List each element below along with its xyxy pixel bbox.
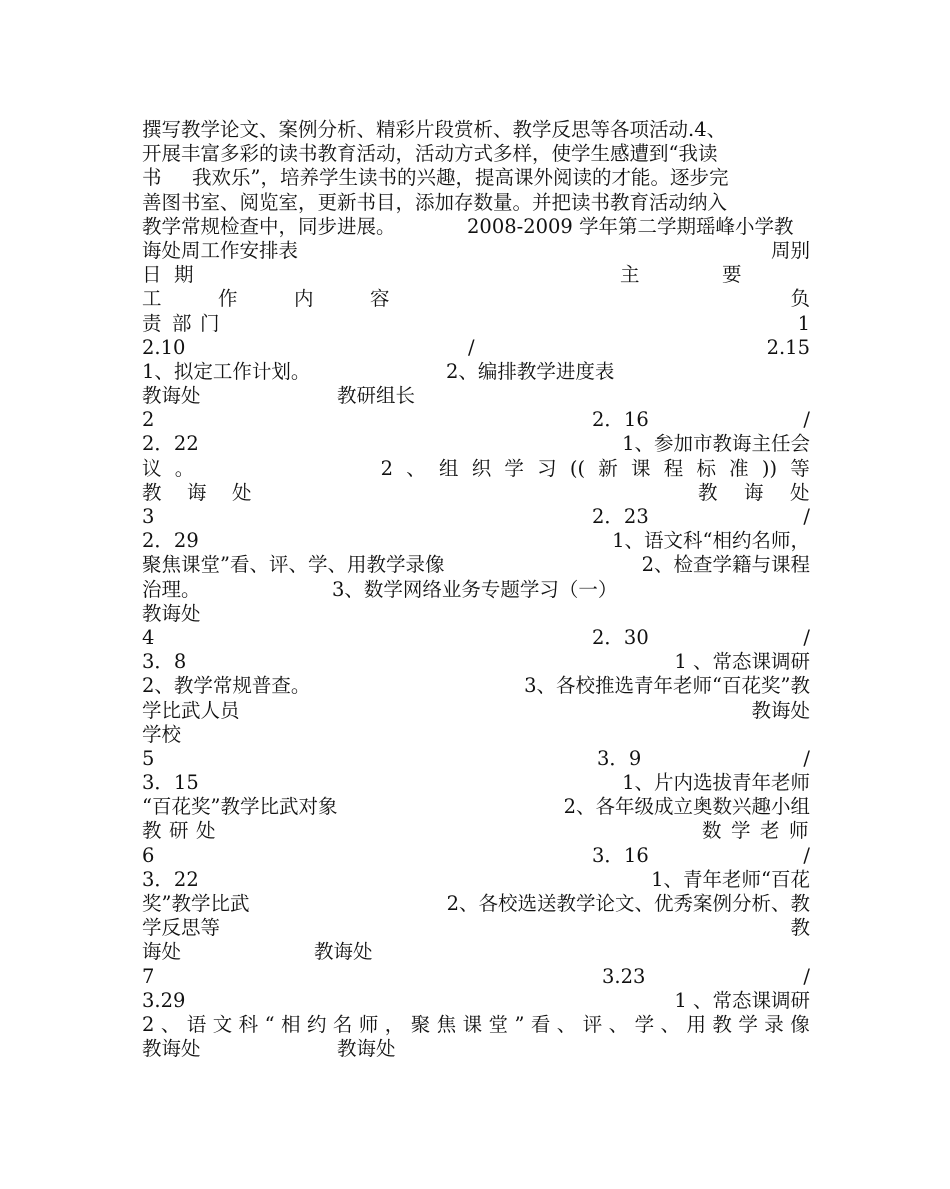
header-line-1: [142, 263, 810, 287]
text: 善图书室、阅览室，更新书目，添加存数量。并把读书教育活动纳入: [142, 190, 728, 214]
dept: 教诲处: [142, 384, 201, 408]
header-main-1: 主: [620, 263, 640, 287]
content-item: 聚焦课堂”看、评、学、用教学录像: [142, 553, 445, 577]
row-content: [142, 360, 810, 384]
dept: 教研组长: [337, 384, 416, 408]
char: 、: [660, 1012, 681, 1036]
header-work-2: 作: [218, 287, 238, 311]
text: 教学常规检查中，同步进展。: [142, 214, 396, 238]
char: ”: [514, 1012, 525, 1036]
week-number: 3: [142, 505, 155, 528]
dept-char: 数: [702, 819, 722, 843]
row-dates-to: [142, 432, 810, 456]
header-work-4: 容: [370, 287, 390, 311]
row-dept: [142, 384, 810, 408]
dept: 教: [790, 916, 810, 940]
para-line-2: [142, 142, 810, 166]
row-dates: [142, 965, 810, 989]
dept: 教诲处: [314, 940, 373, 964]
row-dept: [142, 940, 810, 964]
char: “: [264, 1012, 275, 1036]
header-dept-3: 门: [200, 311, 220, 335]
date-to: 3．22: [142, 867, 199, 891]
content-item: 治理。: [142, 577, 201, 601]
header-line-2: [142, 287, 810, 311]
dept: 诲处: [142, 940, 182, 964]
char: 等: [790, 456, 810, 480]
char: 新: [598, 456, 618, 480]
row-content: [142, 578, 810, 602]
date-slash: /: [803, 625, 810, 649]
char: 堂: [488, 1012, 509, 1036]
char: 聚: [410, 1012, 431, 1036]
date-slash: /: [803, 408, 810, 432]
char: 织: [471, 456, 492, 480]
row-dates: [142, 336, 810, 360]
header-date-2: 期: [174, 263, 194, 287]
date-slash: /: [803, 843, 810, 867]
char: 、: [556, 1012, 577, 1036]
char: 准: [729, 456, 749, 480]
char: 、: [406, 456, 426, 480]
content-item: 1、片内选拔青年老师: [622, 771, 810, 795]
dept-char: 诲: [744, 480, 764, 504]
row-content: [142, 699, 810, 723]
row-dept: [142, 723, 810, 747]
date-slash: /: [803, 746, 810, 770]
content-item: 1、参加市教诲主任会: [622, 432, 810, 456]
row-content: [142, 892, 810, 916]
char: 名: [332, 1012, 353, 1036]
dept: 教诲处: [142, 601, 201, 625]
char: 、: [608, 1012, 629, 1036]
date-to: 3．15: [142, 771, 199, 795]
date-to: 3.29: [142, 988, 186, 1012]
char: 像: [790, 1012, 810, 1036]
content-item: 2、各年级成立奥数兴趣小组: [563, 795, 810, 819]
para-line-6: [142, 239, 810, 263]
char: 科: [238, 1012, 259, 1036]
char: 评: [582, 1012, 603, 1036]
para-line-3: [142, 166, 810, 190]
char: 程: [663, 456, 684, 480]
row-dept: [142, 602, 810, 626]
dept-char: 诲: [187, 480, 207, 504]
date-slash: /: [468, 335, 475, 359]
text: 撰写教学论文、案例分析、精彩片段赏析、教学反思等各项活动.4、: [142, 118, 727, 141]
date-to: 3．8: [142, 650, 187, 674]
date-from: 3.23: [602, 964, 646, 988]
row-dates-to: [142, 868, 810, 892]
row-dates: [142, 844, 810, 868]
date-to: 2．29: [142, 529, 199, 553]
content-item: 学反思等: [142, 916, 221, 940]
spacer: [207, 457, 367, 481]
row-content-justified: [142, 1013, 810, 1037]
content-item: “百花奖”教学比武对象: [142, 795, 338, 819]
char: 、: [160, 1012, 181, 1036]
content-item: 1、拟定工作计划。: [142, 359, 311, 383]
char: 师: [358, 1012, 379, 1036]
content-item: 学比武人员: [142, 698, 240, 722]
row-dates-to: [142, 771, 810, 795]
content-item: 2、各校选送教学论文、优秀案例分析、教: [446, 892, 810, 915]
header-fu: 负: [790, 287, 810, 311]
date-from: 3．16: [592, 843, 649, 867]
row-dates: [142, 505, 810, 529]
week-number: 4: [142, 625, 155, 649]
content-item: 1、语文科“相约名师，: [612, 529, 810, 553]
char: ，: [384, 1012, 405, 1036]
header-main-2: 要: [722, 263, 742, 287]
char: 焦: [436, 1012, 457, 1036]
dept-char: 教: [142, 819, 162, 843]
row-content: [142, 795, 810, 819]
date-to: 2.15: [766, 335, 810, 359]
row-content-justified: [142, 457, 810, 481]
text: 我欢乐”，培养学生读书的兴趣，提高课外阅读的才能。逐步完: [192, 166, 729, 190]
char: 课: [631, 456, 651, 480]
char: 。: [174, 456, 195, 480]
content-item: 2、编排教学进度表: [446, 359, 615, 383]
header-dept-1: 责: [142, 311, 162, 335]
table-title: 诲处周工作安排表: [142, 238, 299, 262]
row-dates-to: [142, 529, 810, 553]
char: 录: [764, 1012, 784, 1036]
row-content: [142, 916, 810, 940]
char: 习: [537, 456, 557, 480]
week-number: 7: [142, 964, 155, 988]
date-from: 2．23: [592, 505, 649, 528]
text: 开展丰富多彩的读书教育活动，活动方式多样，使学生感遭到“我读: [142, 142, 718, 166]
char: )): [761, 456, 778, 480]
char: 语: [186, 1012, 207, 1036]
char: 约: [306, 1012, 327, 1036]
document-page: [142, 118, 810, 1061]
header-work-3: 内: [294, 287, 314, 311]
dept: 学校: [142, 722, 182, 746]
header-line-3: [142, 312, 810, 336]
dept-char: 研: [169, 819, 189, 843]
week-number: 2: [142, 408, 155, 432]
date-slash: /: [803, 964, 810, 988]
content-item: 2、检查学籍与课程: [641, 553, 810, 577]
dept-char: 学: [731, 819, 751, 843]
content-item: 2、教学常规普查。: [142, 674, 311, 698]
dept-char: 师: [789, 819, 809, 843]
week-number: 1: [797, 311, 810, 335]
char: 组: [438, 456, 459, 480]
char: 看: [530, 1012, 551, 1036]
char: 标: [696, 456, 716, 480]
para-line-1: [142, 118, 810, 142]
content-item: 3、数学网络业务专题学习（一）: [332, 577, 618, 601]
char: 2: [380, 456, 394, 480]
date-slash: /: [803, 505, 810, 528]
content-item: 3、各校推选青年老师“百花奖”教: [524, 674, 810, 698]
char: 学: [634, 1012, 655, 1036]
text: 书: [142, 166, 162, 190]
content-item: 1 、常态课调研: [674, 988, 810, 1012]
dept-char: 教: [142, 480, 162, 504]
char: 学: [504, 456, 524, 480]
date-from: 2．16: [592, 408, 649, 432]
char: ((: [569, 456, 586, 480]
dept-char: 老: [760, 819, 780, 843]
date-from: 2.10: [142, 335, 186, 359]
row-content: [142, 674, 810, 698]
row-dept: [142, 1037, 810, 1061]
row-dates: [142, 626, 810, 650]
dept: 教诲处: [751, 698, 810, 722]
header-date-1: 日: [142, 263, 162, 287]
dept-char: 教: [698, 480, 718, 504]
week-number: 6: [142, 843, 155, 867]
header-week: 周别: [770, 238, 810, 262]
header-work-1: 工: [142, 287, 162, 311]
row-content: [142, 553, 810, 577]
text: 2008-2009 学年第二学期瑶峰小学教: [467, 214, 794, 238]
content-item: 奖”教学比武: [142, 892, 250, 915]
dept: 教诲处: [142, 1037, 201, 1061]
dept-char: 处: [196, 819, 216, 843]
char: 教: [712, 1012, 732, 1036]
header-dept-2: 部: [172, 311, 192, 335]
char: 学: [738, 1012, 758, 1036]
date-from: 3．9: [597, 746, 642, 770]
week-number: 5: [142, 746, 155, 770]
row-dept: [142, 819, 810, 843]
char: 用: [686, 1012, 706, 1036]
char: 相: [281, 1012, 301, 1036]
row-dates: [142, 747, 810, 771]
dept-char: 处: [232, 480, 252, 504]
char: 文: [212, 1012, 233, 1036]
char: 2: [142, 1012, 155, 1036]
char: 议: [142, 456, 162, 480]
date-from: 2．30: [592, 625, 649, 649]
row-dates: [142, 408, 810, 432]
para-line-4: [142, 191, 810, 215]
dept-char: 处: [790, 480, 810, 504]
content-item: 1、青年老师“百花: [651, 867, 810, 891]
dept: 教诲处: [337, 1037, 396, 1061]
row-dept: [142, 481, 810, 505]
date-to: 2．22: [142, 432, 199, 456]
row-dates-to: [142, 989, 810, 1013]
row-dates-to: [142, 650, 810, 674]
char: 课: [462, 1012, 483, 1036]
content-item: 1 、常态课调研: [674, 650, 810, 674]
para-line-5: [142, 215, 810, 239]
